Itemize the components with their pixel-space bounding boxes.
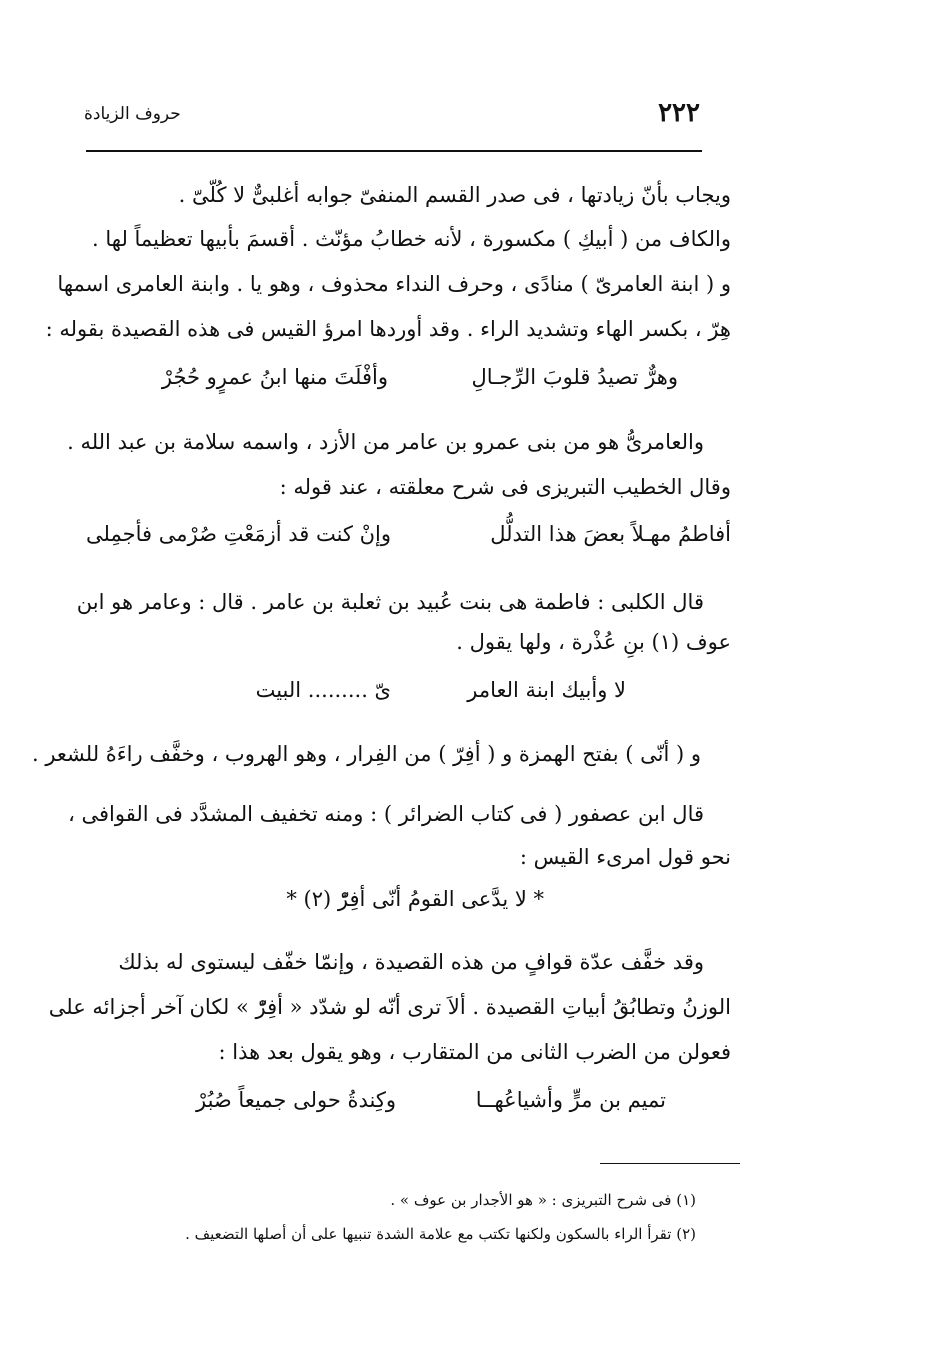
body-line: و ( أنّى ) بفتح الهمزة و ( أفِرّ ) من الفِرار ، وهو الهروب ، وخفَّف راءَهُ للشعر . [31, 742, 701, 766]
verse-line: * لا يدَّعى القومُ أنّى أفِرّْ (٢) * [286, 887, 544, 911]
verse-hemistich-second: وكِندةُ حولى جميعاً صُبُرْ [195, 1088, 396, 1112]
body-line: وقال الخطيب التبريزى فى شرح معلقته ، عند قوله : [279, 475, 731, 499]
verse-hemistich-second: ىّ ......... البيت [255, 678, 391, 702]
footnote-rule [600, 1163, 740, 1164]
page-header [80, 96, 704, 140]
body-line: والعامرىُّ هو من بنى عمرو بن عامر من الأزد ، واسمه سلامة بن عبد الله . [67, 430, 704, 454]
body-line: وقد خفَّف عدّة قوافٍ من هذه القصيدة ، وإنمّا خفّف ليستوى له بذلك [118, 950, 704, 974]
body-line: ويجاب بأنّ زيادتها ، فى صدر القسم المنفىّ جوابه أغلبىٌّ لا كُلّىّ . [178, 183, 731, 207]
header-rule [86, 150, 702, 152]
verse-hemistich-first: وهرٌّ تصيدُ قلوبَ الرِّجـالِ [471, 365, 678, 389]
page-number: ٢٢٢ [658, 98, 700, 128]
verse-hemistich-second: وأفْلَتَ منها ابنُ عمرٍو حُجُرْ [161, 365, 388, 389]
verse-hemistich-first: لا وأبيك ابنة العامر [467, 678, 626, 702]
body-line: هِرّ ، بكسر الهاء وتشديد الراء . وقد أوردها امرؤ القيس فى هذه القصيدة بقوله : [45, 317, 731, 341]
running-title: حروف الزيادة [84, 104, 181, 124]
footnote: (٢) تقرأ الراء بالسكون ولكنها تكتب مع علامة الشدة تنبيها على أن أصلها التضعيف . [185, 1225, 696, 1243]
body-line: نحو قول امرىء القيس : [519, 845, 731, 869]
body-line: عوف (١) بنِ عُذْرة ، ولها يقول . [456, 630, 731, 654]
body-line: و ( ابنة العامرىّ ) منادًى ، وحرف النداء محذوف ، وهو يا . وابنة العامرى اسمها [57, 272, 731, 296]
body-line: فعولن من الضرب الثانى من المتقارب ، وهو يقول بعد هذا : [218, 1040, 731, 1064]
verse-hemistich-second: وإنْ كنت قد أزمَعْتِ صُرْمى فأجمِلى [86, 522, 391, 546]
body-line: الوزنُ وتطابُقُ أبياتِ القصيدة . ألاَ ترى أنّه لو شدّد « أفِرّْ » لكان آخر أجزائه على [48, 995, 731, 1019]
footnote: (١) فى شرح التبريزى : « هو الأجدار بن عوف » . [390, 1191, 696, 1209]
body-line: قال الكلبى : فاطمة هى بنت عُبيد بن ثعلبة بن عامر . قال : وعامر هو ابن [76, 590, 704, 614]
body-line: قال ابن عصفور ( فى كتاب الضرائر ) : ومنه تخفيف المشدَّد فى القوافى ، [68, 802, 704, 826]
body-line: والكاف من ( أبيكِ ) مكسورة ، لأنه خطابُ مؤنّث . أقسمَ بأبيها تعظيماً لها . [92, 227, 731, 251]
verse-hemistich-first: تميم بن مرٍّ وأشياعُهــا [475, 1088, 666, 1112]
verse-hemistich-first: أفاطمُ مهـلاً بعضَ هذا التدلُّل [490, 522, 731, 546]
